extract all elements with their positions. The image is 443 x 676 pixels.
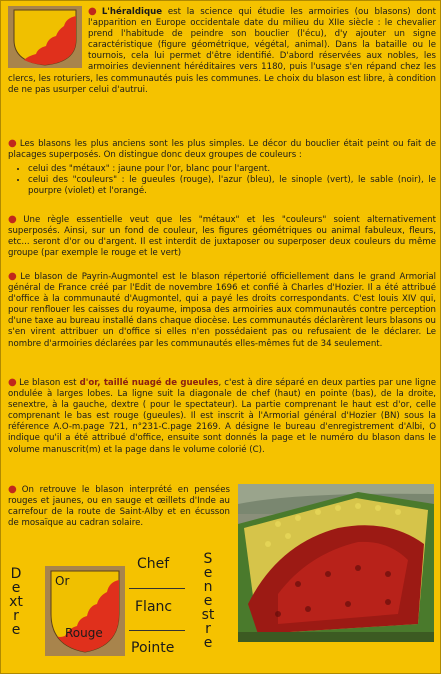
flanc-label: Flanc [135,599,173,615]
bullet-icon: ● [8,484,20,495]
section-blazon [8,377,436,456]
lead-heraldique: L'héraldique [101,7,163,17]
paragraph-5-text: , c'est à dire séparé en deux parties par une ligne ondulée à larges lobes. La ligne suit la diagonale de chef (haut) en pointe (bas), de la droite, senextre, à la gauche, dextre ( pour le spectateur). La partie comprenant le haut est d'or, celle comprenant le bas est rouge (gueules). Il est inscrit à l'Armorial général d'Hozier (BN) sous la référence A.O-m.page 721, n°231-C.page 2169. A désigne le bureau d'enregistrement d'Albi, O indique qu'il a été attribué d'office, ensuite sont donnés la page et le numéro du blason dans le volume manuscrit(m) et la page dans le volume colorié (C). [8,378,437,455]
flowerbed-photo [238,484,434,642]
bullet-icon: ● [88,6,100,17]
heraldic-shield-icon [8,6,82,68]
bullet-icon: ● [8,271,19,282]
blazon-description: d'or, taillé nuagé de gueules [79,378,219,388]
bullet-icon: ● [8,138,18,149]
or-label: Or [55,574,70,588]
paragraph-3 [8,214,436,259]
paragraph-4-text: Le blason de Payrin-Augmontel est le blason répertorié officiellement dans le grand Armorial général de France créé par l'Edit de novembre 1696 et confié à Charles d'Hozier. Il a été attribué d'office à la communauté d'Augmontel, qui a payé les droits correspondants. C'est louis XIV qui, pour renflouer les caisses du royaume, imposa des armoiries aux communautés contre perception d'une taxe au bureau installé dans chaque diocèse. Les communautés déclarèrent leurs blasons ou s'en virent attribuer un d'office si elles n'en possédaient pas ou refusaient de le déclarer. Le nombre d'armoiries déclarées par les communautés elles-mêmes fut de 34 seulement. [8,272,436,349]
bullet-icon: ● [8,214,22,225]
chef-divider [129,588,185,589]
section-payrin-augmontel [8,271,436,350]
shield-float [8,6,88,66]
senestre-label: Senestre [201,551,215,651]
chef-label: Chef [137,556,170,572]
section-colors [8,138,436,197]
diagram-shield [45,566,125,656]
dextre-label: Dextre [9,566,23,638]
rouge-label: Rouge [65,626,103,640]
paragraph-5-pre: Le blason est [19,378,80,388]
section-rule [8,214,436,259]
list-item: • celui des "métaux" : jaune pour l'or, blanc pour l'argent. [28,164,436,175]
section-heraldry-intro [8,6,436,96]
flowerbed-image [238,484,434,642]
paragraph-6-text: On retrouve le blason interprété en pensées rouges et jaunes, ou en sauge et œillets d'Inde au carrefour de la route de Saint-Alby et en écusson de mosaïque au cadran solaire. [8,485,230,529]
paragraph-4 [8,271,436,350]
list-item: • celui des "couleurs" : le gueules (rouge), l'azur (bleu), le sinople (vert), le sable (noir), le pourpre (violet) et l'orangé. [28,175,436,197]
paragraph-5 [8,377,436,456]
pointe-divider [129,630,185,631]
paragraph-6 [8,484,230,529]
paragraph-2-text: Les blasons les plus anciens sont les plus simples. Le décor du bouclier était peint ou fait de placages superposés. On distingue donc deux groupes de couleurs : [8,139,436,161]
paragraph-2 [8,138,436,161]
paragraph-3-text: Une règle essentielle veut que les "métaux" et les "couleurs" soient alternativement superposés. Ainsi, sur un fond de couleur, les figures géométriques ou animal fabuleux, fleurs, etc... seront d'or ou d'argent. Il est interdit de juxtaposer ou superposer deux couleurs du même groupe (par exemple le rouge et le vert) [8,215,436,259]
section-flowerbed [8,484,230,529]
bullet-icon: ● [8,377,18,388]
pointe-label: Pointe [131,640,175,656]
paragraph-1-text: est la science qui étudie les armoiries (ou blasons) dont l'apparition en Europe occidentale date du milieu du XIIe siècle : le chevalier prend l'habitude de peindre son bouclier (l'écu), d'y ajouter un signe caractéristique (figure géométrique, végétal, animal). Dans la bataille ou le tournois, cela lui permet d'être identifié. D'abord réservées aux nobles, les armoiries deviennent héréditaires vers 1180, puis l'usage s'en répand chez les clercs, les roturiers, les communautés puis les communes. Le choix du blason est libre, à condition de ne pas usurper celui d'autrui. [8,7,436,95]
color-groups-list [8,164,436,197]
